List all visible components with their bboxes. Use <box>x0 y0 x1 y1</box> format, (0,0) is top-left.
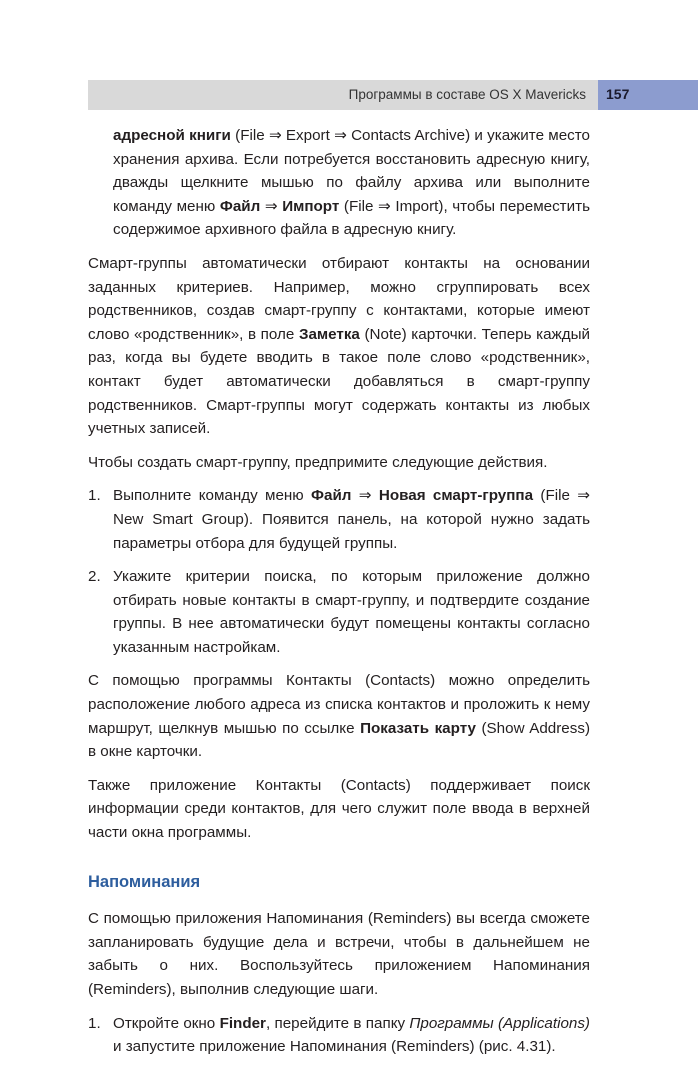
running-header <box>88 80 598 110</box>
running-header-title: Программы в составе OS X Mavericks <box>348 87 586 102</box>
paragraph-create-intro: Чтобы создать смарт-группу, предпримите следующие действия. <box>88 453 548 471</box>
list-number: 1. <box>88 487 101 505</box>
list-number: 2. <box>88 568 101 586</box>
paragraph-reminders: С помощью приложения Напоминания (Reminders) вы всегда сможете запланировать будущие дела и встречи, чтобы в дальнейшем не забыть о них. Воспользуйтесь приложением Напоминания (Reminders), выполнив следующие шаги. <box>88 910 590 998</box>
paragraph-show-map: С помощью программы Контакты (Contacts) можно определить расположение любого адреса из списка контактов и проложить к нему маршрут, щелкнув мышью по ссылке Показать карту (Show Address) в окне карточки. <box>88 672 590 761</box>
menu-import: Импорт <box>282 197 340 215</box>
page-number: 157 <box>606 86 630 102</box>
term-note: Заметка <box>298 325 360 343</box>
section-title: Напоминания <box>88 872 201 891</box>
menu-file: Файл <box>311 487 352 505</box>
list-item: 2. Укажите критерии поиска, по которым приложение должно отбирать новые контакты в смарт-группу, и подтвердите создание группы. В нее автоматически будут помещены контакты согласно указанным настройкам. <box>88 565 590 659</box>
paragraph-smart-groups: Смарт-группы автоматически отбирают контакты на основании заданных критериев. Например, можно сгруппировать всех родственников, создав смарт-группу с контактами, которые имеют слово «родственник», в поле Заметка (Note) карточки. Теперь каждый раз, когда вы будете вводить в такое поле слово «родственник», контакт будет автоматически добавляться в смарт-группу родственников. Смарт-группы могут содержать контакты из любых учетных записей. <box>88 254 590 438</box>
paragraph-search: Также приложение Контакты (Contacts) поддерживает поиск информации среди контактов, для чего служит поле ввода в верхней части окна программы. <box>88 776 590 842</box>
term-address-book: адресной книги <box>113 127 231 144</box>
list-item: 1. Выполните команду меню Файл ⇒ Новая смарт-группа (File ⇒ New Smart Group). Появится панель, на которой нужно задать параметры отбора для будущей группы. <box>88 484 590 555</box>
term-applications: Программы (Applications) <box>409 1014 590 1032</box>
page-body <box>88 124 590 1069</box>
term-show-map: Показать карту <box>360 719 476 737</box>
page-number-box <box>598 80 698 110</box>
list-item: 1. Откройте окно Finder, перейдите в папку Программы (Applications) и запустите приложение Напоминания (Reminders) (рис. 4.31). <box>88 1012 590 1059</box>
menu-file: Файл <box>219 197 261 215</box>
term-finder: Finder <box>219 1014 266 1032</box>
paragraph-archive: адресной книги (File ⇒ Export ⇒ Contacts Archive) и укажите место хранения архива. Если потребуется восстановить адресную книгу, дважды щелкните мышью по файлу архива или выполните команду меню Файл ⇒ Импорт (File ⇒ Import), чтобы переместить содержимое архивного файла в адресную книгу. <box>113 127 590 239</box>
menu-new-smart-group: Новая смарт-группа <box>378 487 534 505</box>
list-number: 1. <box>88 1014 101 1032</box>
